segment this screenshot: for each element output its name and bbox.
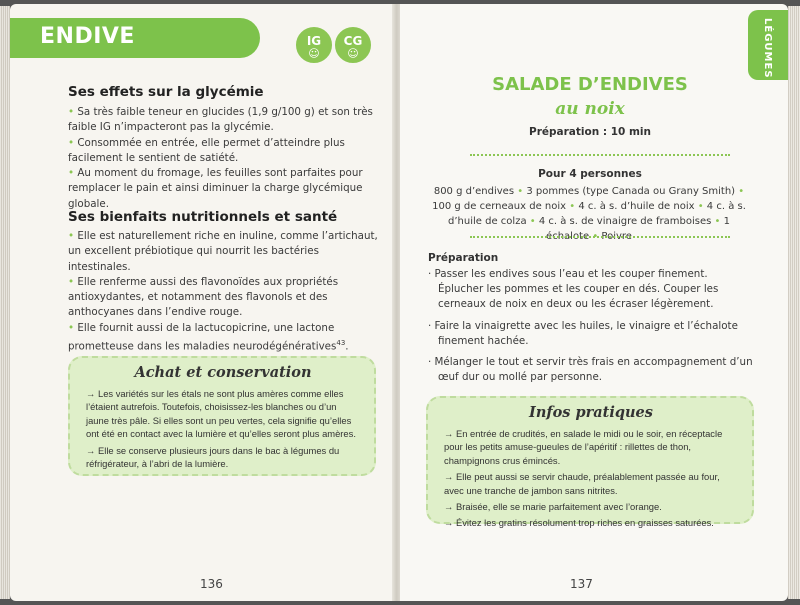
arrow-right-icon: → xyxy=(444,471,456,483)
dotted-divider xyxy=(470,236,730,238)
ingredient: 1 échalote xyxy=(546,216,730,242)
section-tab-label: LÉGUMES xyxy=(762,18,773,79)
ig-badge xyxy=(293,24,335,66)
bullet-dot-icon: • xyxy=(68,321,78,334)
list-item: → Elle se conserve plusieurs jours dans le bac à légumes du réfrigérateur, à l’abri de la lumière. xyxy=(86,444,340,470)
step-bullet: · xyxy=(428,356,435,369)
section-tab xyxy=(748,10,788,80)
smile-face-icon: ☺ xyxy=(308,47,320,60)
arrow-right-icon: → xyxy=(444,517,456,529)
right-page xyxy=(400,4,788,601)
ingredient: 4 c. à s. d’huile de noix xyxy=(578,201,695,212)
left-page xyxy=(10,4,395,601)
bullet-dot-icon: • xyxy=(68,106,78,118)
achat-conservation-box xyxy=(68,356,376,476)
ingredient: 3 pommes (type Canada ou Grany Smith) xyxy=(526,186,736,197)
page-edges-right xyxy=(788,6,800,599)
servings: Pour 4 personnes xyxy=(538,168,642,180)
ingredient: 4 c. à s. d’huile de colza xyxy=(448,201,746,227)
section-body-glycemie xyxy=(68,105,378,212)
section-heading-glycemie: Ses effets sur la glycémie xyxy=(68,84,264,100)
infos-pratiques-box xyxy=(426,396,754,529)
list-item: • Sa très faible teneur en glucides (1,9 g/100 g) et son très faible IG n’impacteront pas la glycémie. xyxy=(68,106,373,134)
box-body xyxy=(444,427,738,530)
cg-badge xyxy=(332,24,374,66)
smile-face-icon: ☺ xyxy=(347,47,359,60)
preparation-steps xyxy=(428,267,753,391)
box-title: Achat et conservation xyxy=(134,364,312,381)
list-item: · Mélanger le tout et servir très frais en accompagnement d’un œuf dur ou mollé par personne. xyxy=(428,356,753,384)
page-title: ENDIVE xyxy=(40,24,135,49)
arrow-right-icon: → xyxy=(444,501,456,513)
bullet-dot-icon: • xyxy=(68,230,78,242)
list-item: • Elle est naturellement riche en inuline, comme l’artichaut, un excellent prébiotique qui nourrit les bactéries intestinales. xyxy=(68,230,378,273)
step-bullet: · xyxy=(428,268,435,280)
arrow-right-icon: → xyxy=(86,444,98,456)
list-item: → Évitez les gratins résolument trop riches en graisses saturées. xyxy=(444,517,714,529)
list-item: → Les variétés sur les étals ne sont plus amères comme elles l’étaient autrefois. Toutefois, choisissez-les blanches ou d’un jaune très pâle. Si elles sont un peu vertes, cela signifie qu’elles ont été en contact avec la lumière et qu’elles seront plus amères. xyxy=(86,388,356,440)
box-title: Infos pratiques xyxy=(529,404,653,421)
page-number-left: 136 xyxy=(200,577,223,591)
ig-badge-label: IG xyxy=(306,34,322,48)
bullet-dot-icon: • xyxy=(68,275,78,288)
recipe-subtitle: au noix xyxy=(555,99,625,119)
ingredient: 4 c. à s. de vinaigre de framboises xyxy=(538,216,712,227)
list-item: • Au moment du fromage, les feuilles sont parfaites pour remplacer le pain et ainsi diminuer la charge glycémique globale. xyxy=(68,167,363,210)
list-item: → En entrée de crudités, en salade le midi ou le soir, en réceptacle pour les petits amuse-gueules de l’apéritif : rillettes de thon, champignons crus émincés. xyxy=(444,428,723,466)
bullet-dot-icon: • xyxy=(68,136,78,149)
list-item: • Elle fournit aussi de la lactucopicrine, une lactone prometteuse dans les maladies neurodégénératives$^{43}$. xyxy=(68,321,349,353)
cg-badge-label: CG xyxy=(343,34,363,48)
bullet-dot-icon: • xyxy=(68,167,78,180)
step-bullet: · xyxy=(428,319,435,332)
list-item: · Faire la vinaigrette avec les huiles, le vinaigre et l’échalote finement hachée. xyxy=(428,319,738,347)
dotted-divider xyxy=(470,154,730,156)
page-number-right: 137 xyxy=(570,577,593,591)
list-item: → Elle peut aussi se servir chaude, préalablement passée au four, avec une tranche de jambon sans nitrites. xyxy=(444,471,720,496)
recipe-title: SALADE D’ENDIVES xyxy=(492,74,688,95)
list-item: • Elle renferme aussi des flavonoïdes aux propriétés antioxydantes, et notamment des flavonols et des anthocyanes dans l’endive rouge. xyxy=(68,275,339,319)
ingredient: Poivre xyxy=(601,231,632,242)
section-body-bienfaits xyxy=(68,229,378,355)
ingredient-list: 800 g d’endives • 3 pommes (type Canada ou Grany Smith) • 100 g de cerneaux de noix • 4 c. à s. d’huile de noix • 4 c. à s. d’huile de colza • 4 c. à s. de vinaigre de framboises • 1 échalote • Poivre xyxy=(432,186,746,242)
prep-time: Préparation : 10 min xyxy=(529,126,651,138)
arrow-right-icon: → xyxy=(444,428,456,439)
ingredient: 100 g de cerneaux de noix xyxy=(432,201,567,212)
box-body xyxy=(86,387,360,470)
title-banner xyxy=(10,18,260,58)
ingredient: 800 g d’endives xyxy=(433,186,515,197)
footnote-ref: 43 xyxy=(336,339,346,348)
list-item: → Braisée, elle se marie parfaitement avec l’orange. xyxy=(444,501,662,513)
page-edges-left xyxy=(0,6,10,599)
arrow-right-icon: → xyxy=(86,388,98,399)
list-item: • Consommée en entrée, elle permet d’atteindre plus facilement le sentient de satiété. xyxy=(68,136,345,164)
preparation-heading: Préparation xyxy=(428,252,499,264)
list-item: · Passer les endives sous l’eau et les couper finement. Éplucher les pommes et les couper en dés. Couper les cerneaux de noix en deux ou les écraser légèrement. xyxy=(428,268,719,311)
section-heading-bienfaits: Ses bienfaits nutritionnels et santé xyxy=(68,209,338,225)
